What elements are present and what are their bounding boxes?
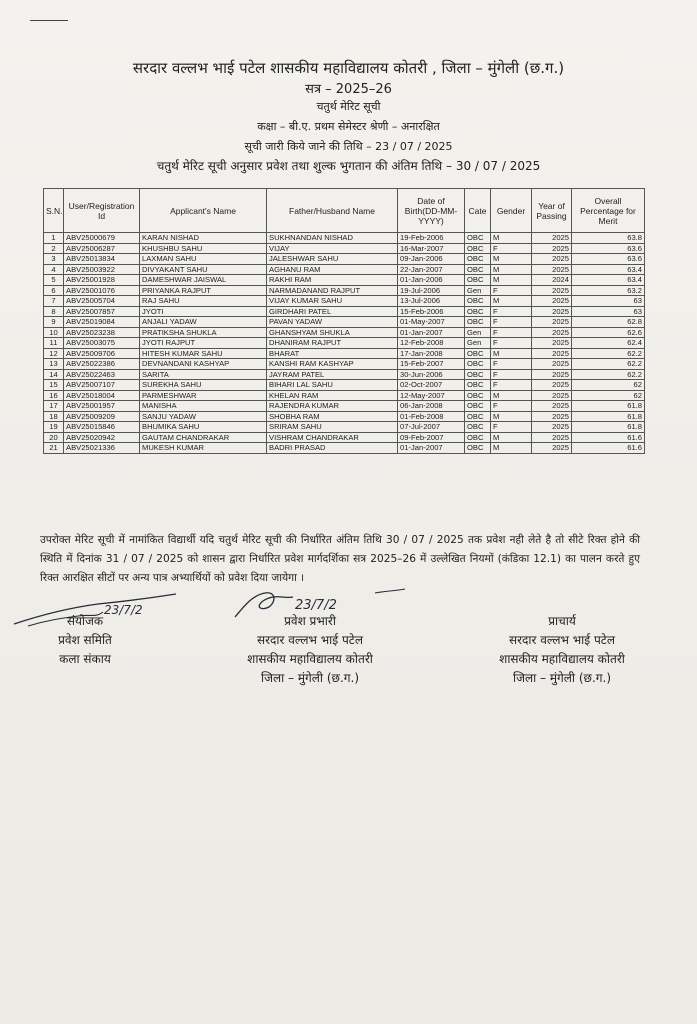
applicant-name-cell: RAJ SAHU — [140, 296, 267, 307]
percentage-cell: 62 — [572, 390, 645, 401]
category-cell: OBC — [465, 369, 491, 380]
registration-id-cell: ABV25001928 — [64, 275, 140, 286]
category-cell: OBC — [465, 306, 491, 317]
dob-cell: 07-Jul-2007 — [398, 422, 465, 433]
father-name-cell: KHELAN RAM — [267, 390, 398, 401]
convener-handwritten-date: 23/7/2 — [104, 603, 143, 617]
percentage-cell: 61.8 — [572, 401, 645, 412]
year-cell: 2025 — [532, 338, 572, 349]
percentage-cell: 63.2 — [572, 285, 645, 296]
category-cell: Gen — [465, 327, 491, 338]
sn-cell: 6 — [44, 285, 64, 296]
sn-cell: 12 — [44, 348, 64, 359]
year-cell: 2025 — [532, 296, 572, 307]
dob-cell: 22-Jan-2007 — [398, 264, 465, 275]
percentage-cell: 63.8 — [572, 233, 645, 244]
year-cell: 2024 — [532, 275, 572, 286]
session-line: सत्र – 2025–26 — [305, 82, 392, 97]
category-cell: OBC — [465, 254, 491, 265]
principal-district: जिला – मुंगेली (छ.ग.) — [512, 671, 612, 685]
year-cell: 2025 — [532, 317, 572, 328]
gender-cell: F — [491, 401, 532, 412]
applicant-name-cell: SARITA — [140, 369, 267, 380]
category-cell: OBC — [465, 411, 491, 422]
gender-cell: M — [491, 233, 532, 244]
col-header-year-of-passing: Year of Passing — [532, 189, 572, 233]
applicant-name-cell: KHUSHBU SAHU — [140, 243, 267, 254]
table-row — [44, 317, 645, 328]
gender-cell: M — [491, 411, 532, 422]
gender-cell: M — [491, 275, 532, 286]
percentage-cell: 61.8 — [572, 411, 645, 422]
category-cell: Gen — [465, 338, 491, 349]
year-cell: 2025 — [532, 359, 572, 370]
sn-cell: 15 — [44, 380, 64, 391]
category-cell: OBC — [465, 432, 491, 443]
incharge-title: प्रवेश प्रभारी — [284, 614, 336, 628]
convener-committee: प्रवेश समिति — [58, 633, 112, 647]
father-name-cell: GIRDHARI PATEL — [267, 306, 398, 317]
applicant-name-cell: PRATIKSHA SHUKLA — [140, 327, 267, 338]
registration-id-cell: ABV25009706 — [64, 348, 140, 359]
sn-cell: 8 — [44, 306, 64, 317]
principal-college-line1: सरदार वल्लभ भाई पटेल — [509, 633, 615, 647]
father-name-cell: SUKHNANDAN NISHAD — [267, 233, 398, 244]
gender-cell: M — [491, 432, 532, 443]
registration-id-cell: ABV25015846 — [64, 422, 140, 433]
year-cell: 2025 — [532, 390, 572, 401]
percentage-cell: 63 — [572, 306, 645, 317]
percentage-cell: 63.4 — [572, 275, 645, 286]
gender-cell: M — [491, 348, 532, 359]
table-row — [44, 243, 645, 254]
percentage-cell: 62.8 — [572, 317, 645, 328]
gender-cell: M — [491, 443, 532, 454]
category-cell: OBC — [465, 243, 491, 254]
category-cell: Gen — [465, 285, 491, 296]
category-cell: OBC — [465, 443, 491, 454]
table-row — [44, 285, 645, 296]
incharge-signature-block — [210, 612, 410, 688]
percentage-cell: 62.2 — [572, 359, 645, 370]
registration-id-cell: ABV25020942 — [64, 432, 140, 443]
father-name-cell: RAJENDRA KUMAR — [267, 401, 398, 412]
applicant-name-cell: HITESH KUMAR SAHU — [140, 348, 267, 359]
gender-cell: M — [491, 296, 532, 307]
category-cell: OBC — [465, 317, 491, 328]
registration-id-cell: ABV25023238 — [64, 327, 140, 338]
sn-cell: 20 — [44, 432, 64, 443]
year-cell: 2025 — [532, 243, 572, 254]
year-cell: 2025 — [532, 401, 572, 412]
principal-signature-block — [462, 612, 662, 688]
percentage-cell: 63.4 — [572, 264, 645, 275]
table-row — [44, 264, 645, 275]
father-name-cell: VIJAY — [267, 243, 398, 254]
gender-cell: F — [491, 327, 532, 338]
applicant-name-cell: DAMESHWAR JAISWAL — [140, 275, 267, 286]
sn-cell: 14 — [44, 369, 64, 380]
sn-cell: 10 — [44, 327, 64, 338]
dob-cell: 19-Jul-2006 — [398, 285, 465, 296]
gender-cell: F — [491, 422, 532, 433]
gender-cell: F — [491, 285, 532, 296]
gender-cell: F — [491, 243, 532, 254]
table-row — [44, 338, 645, 349]
sn-cell: 7 — [44, 296, 64, 307]
sn-cell: 5 — [44, 275, 64, 286]
applicant-name-cell: LAXMAN SAHU — [140, 254, 267, 265]
sn-cell: 16 — [44, 390, 64, 401]
percentage-cell: 62.2 — [572, 348, 645, 359]
col-header-category: Cate — [465, 189, 491, 233]
year-cell: 2025 — [532, 327, 572, 338]
dob-cell: 01-May-2007 — [398, 317, 465, 328]
year-cell: 2025 — [532, 380, 572, 391]
dob-cell: 16-Mar-2007 — [398, 243, 465, 254]
registration-id-cell: ABV25001076 — [64, 285, 140, 296]
sn-cell: 13 — [44, 359, 64, 370]
category-cell: OBC — [465, 422, 491, 433]
father-name-cell: BHARAT — [267, 348, 398, 359]
percentage-cell: 63.6 — [572, 254, 645, 265]
sn-cell: 9 — [44, 317, 64, 328]
applicant-name-cell: SUREKHA SAHU — [140, 380, 267, 391]
gender-cell: F — [491, 369, 532, 380]
dob-cell: 12-May-2007 — [398, 390, 465, 401]
gender-cell: F — [491, 359, 532, 370]
father-name-cell: SHOBHA RAM — [267, 411, 398, 422]
table-row — [44, 327, 645, 338]
table-row — [44, 390, 645, 401]
sn-cell: 1 — [44, 233, 64, 244]
registration-id-cell: ABV25018004 — [64, 390, 140, 401]
registration-id-cell: ABV25021336 — [64, 443, 140, 454]
table-header-row — [44, 189, 645, 233]
dob-cell: 19-Feb-2006 — [398, 233, 465, 244]
father-name-cell: AGHANU RAM — [267, 264, 398, 275]
registration-id-cell: ABV25013834 — [64, 254, 140, 265]
principal-title: प्राचार्य — [548, 614, 576, 628]
percentage-cell: 62 — [572, 380, 645, 391]
dob-cell: 17-Jan-2008 — [398, 348, 465, 359]
table-row — [44, 401, 645, 412]
year-cell: 2025 — [532, 422, 572, 433]
father-name-cell: GHANSHYAM SHUKLA — [267, 327, 398, 338]
percentage-cell: 63 — [572, 296, 645, 307]
top-dash-mark — [30, 20, 68, 21]
father-name-cell: BADRI PRASAD — [267, 443, 398, 454]
col-header-percentage: Overall Percentage for Merit — [572, 189, 645, 233]
category-cell: OBC — [465, 264, 491, 275]
dob-cell: 06-Jan-2008 — [398, 401, 465, 412]
gender-cell: M — [491, 390, 532, 401]
college-title: सरदार वल्लभ भाई पटेल शासकीय महाविद्यालय कोतरी , जिला – मुंगेली (छ.ग.) — [132, 59, 565, 77]
father-name-cell: VIJAY KUMAR SAHU — [267, 296, 398, 307]
table-row — [44, 296, 645, 307]
class-category-line: कक्षा – बी.ए. प्रथम सेमेस्टर श्रेणी – अनारक्षित — [257, 120, 440, 133]
category-cell: OBC — [465, 359, 491, 370]
gender-cell: M — [491, 264, 532, 275]
applicant-name-cell: GAUTAM CHANDRAKAR — [140, 432, 267, 443]
dob-cell: 15-Feb-2007 — [398, 359, 465, 370]
year-cell: 2025 — [532, 306, 572, 317]
col-header-date-of-birth: Date of Birth(DD-MM-YYYY) — [398, 189, 465, 233]
applicant-name-cell: JYOTI — [140, 306, 267, 317]
table-body — [44, 233, 645, 454]
sn-cell: 3 — [44, 254, 64, 265]
table-row — [44, 380, 645, 391]
dob-cell: 01-Jan-2007 — [398, 327, 465, 338]
dob-cell: 02-Oct-2007 — [398, 380, 465, 391]
year-cell: 2025 — [532, 254, 572, 265]
issue-date-line: सूची जारी किये जाने की तिथि – 23 / 07 / 2025 — [244, 140, 453, 153]
col-header-gender: Gender — [491, 189, 532, 233]
dob-cell: 15-Feb-2006 — [398, 306, 465, 317]
registration-id-cell: ABV25003922 — [64, 264, 140, 275]
year-cell: 2025 — [532, 411, 572, 422]
percentage-cell: 62.4 — [572, 338, 645, 349]
sn-cell: 17 — [44, 401, 64, 412]
year-cell: 2025 — [532, 369, 572, 380]
sn-cell: 2 — [44, 243, 64, 254]
sn-cell: 19 — [44, 422, 64, 433]
table-row — [44, 233, 645, 244]
convener-title: संयोजक — [66, 614, 104, 628]
applicant-name-cell: KARAN NISHAD — [140, 233, 267, 244]
gender-cell: M — [491, 254, 532, 265]
registration-id-cell: ABV25022463 — [64, 369, 140, 380]
registration-id-cell: ABV25005704 — [64, 296, 140, 307]
father-name-cell: VISHRAM CHANDRAKAR — [267, 432, 398, 443]
father-name-cell: DHANIRAM RAJPUT — [267, 338, 398, 349]
table-row — [44, 369, 645, 380]
table-row — [44, 432, 645, 443]
father-name-cell: PAVAN YADAW — [267, 317, 398, 328]
registration-id-cell: ABV25000679 — [64, 233, 140, 244]
category-cell: OBC — [465, 401, 491, 412]
registration-id-cell: ABV25019084 — [64, 317, 140, 328]
gender-cell: F — [491, 338, 532, 349]
father-name-cell: KANSHI RAM KASHYAP — [267, 359, 398, 370]
dob-cell: 01-Feb-2008 — [398, 411, 465, 422]
year-cell: 2025 — [532, 348, 572, 359]
year-cell: 2025 — [532, 443, 572, 454]
applicant-name-cell: DIVYAKANT SAHU — [140, 264, 267, 275]
applicant-name-cell: BHUMIKA SAHU — [140, 422, 267, 433]
applicant-name-cell: ANJALI YADAW — [140, 317, 267, 328]
percentage-cell: 61.6 — [572, 443, 645, 454]
incharge-college-line1: सरदार वल्लभ भाई पटेल — [257, 633, 363, 647]
year-cell: 2025 — [532, 432, 572, 443]
table-row — [44, 359, 645, 370]
notice-paragraph: उपरोक्त मेरिट सूची में नामांकित विद्यार्थी यदि चतुर्थ मेरिट सूची की निर्धारित अंतिम तिथि 30 / 07 / 2025 तक प्रवेश नही लेते है तो सीटे रिक्त होने की स्थिति में दिनांक 31 / 07 / 2025 को शासन द्वारा निर्धारित प्रवेश मार्गदर्शिका सत्र 2025–26 में उल्लेखित नियमों (कंडिका 12.1) का पालन करते हुए रिक्त आरक्षित सीटों पर अन्य पात्र अभ्यार्थियों को प्रवेश दिया जायेगा । — [40, 534, 640, 584]
dob-cell: 12-Feb-2008 — [398, 338, 465, 349]
dob-cell: 30-Jun-2006 — [398, 369, 465, 380]
table-row — [44, 411, 645, 422]
year-cell: 2025 — [532, 264, 572, 275]
convener-signature-block — [20, 612, 150, 669]
col-header-sn: S.N. — [44, 189, 64, 233]
table-row — [44, 275, 645, 286]
category-cell: OBC — [465, 296, 491, 307]
applicant-name-cell: MANISHA — [140, 401, 267, 412]
registration-id-cell: ABV25003075 — [64, 338, 140, 349]
col-header-father-husband-name: Father/Husband Name — [267, 189, 398, 233]
dob-cell: 01-Jan-2007 — [398, 443, 465, 454]
category-cell: OBC — [465, 390, 491, 401]
registration-id-cell: ABV25001957 — [64, 401, 140, 412]
father-name-cell: NARMADANAND RAJPUT — [267, 285, 398, 296]
dob-cell: 09-Feb-2007 — [398, 432, 465, 443]
sn-cell: 21 — [44, 443, 64, 454]
incharge-district: जिला – मुंगेली (छ.ग.) — [260, 671, 360, 685]
father-name-cell: JAYRAM PATEL — [267, 369, 398, 380]
incharge-college-line2: शासकीय महाविद्यालय कोतरी — [247, 652, 373, 666]
category-cell: OBC — [465, 275, 491, 286]
table-row — [44, 306, 645, 317]
category-cell: OBC — [465, 380, 491, 391]
father-name-cell: BIHARI LAL SAHU — [267, 380, 398, 391]
percentage-cell: 61.8 — [572, 422, 645, 433]
applicant-name-cell: MUKESH KUMAR — [140, 443, 267, 454]
dob-cell: 09-Jan-2006 — [398, 254, 465, 265]
applicant-name-cell: PRIYANKA RAJPUT — [140, 285, 267, 296]
registration-id-cell: ABV25007857 — [64, 306, 140, 317]
percentage-cell: 61.6 — [572, 432, 645, 443]
registration-id-cell: ABV25022386 — [64, 359, 140, 370]
registration-id-cell: ABV25006287 — [64, 243, 140, 254]
sn-cell: 4 — [44, 264, 64, 275]
list-title: चतुर्थ मेरिट सूची — [316, 100, 381, 113]
applicant-name-cell: DEVNANDANI KASHYAP — [140, 359, 267, 370]
father-name-cell: RAKHI RAM — [267, 275, 398, 286]
last-date-line: चतुर्थ मेरिट सूची अनुसार प्रवेश तथा शुल्क भुगतान की अंतिम तिथि – 30 / 07 / 2025 — [156, 159, 541, 173]
principal-college-line2: शासकीय महाविद्यालय कोतरी — [499, 652, 625, 666]
sn-cell: 11 — [44, 338, 64, 349]
table-row — [44, 348, 645, 359]
percentage-cell: 62.6 — [572, 327, 645, 338]
father-name-cell: SRIRAM SAHU — [267, 422, 398, 433]
applicant-name-cell: SANJU YADAW — [140, 411, 267, 422]
convener-faculty: कला संकाय — [59, 652, 111, 666]
table-row — [44, 443, 645, 454]
applicant-name-cell: PARMESHWAR — [140, 390, 267, 401]
table-row — [44, 254, 645, 265]
registration-id-cell: ABV25009209 — [64, 411, 140, 422]
dob-cell: 01-Jan-2006 — [398, 275, 465, 286]
percentage-cell: 62.2 — [572, 369, 645, 380]
merit-list-table — [43, 188, 645, 454]
year-cell: 2025 — [532, 285, 572, 296]
category-cell: OBC — [465, 233, 491, 244]
sn-cell: 18 — [44, 411, 64, 422]
category-cell: OBC — [465, 348, 491, 359]
dob-cell: 13-Jul-2006 — [398, 296, 465, 307]
registration-id-cell: ABV25007107 — [64, 380, 140, 391]
col-header-registration-id: User/Registration Id — [64, 189, 140, 233]
gender-cell: F — [491, 317, 532, 328]
col-header-applicant-name: Applicant's Name — [140, 189, 267, 233]
gender-cell: F — [491, 380, 532, 391]
gender-cell: F — [491, 306, 532, 317]
applicant-name-cell: JYOTI RAJPUT — [140, 338, 267, 349]
percentage-cell: 63.6 — [572, 243, 645, 254]
table-row — [44, 422, 645, 433]
father-name-cell: JALESHWAR SAHU — [267, 254, 398, 265]
incharge-handwritten-date: 23/7/2 — [295, 598, 337, 613]
year-cell: 2025 — [532, 233, 572, 244]
